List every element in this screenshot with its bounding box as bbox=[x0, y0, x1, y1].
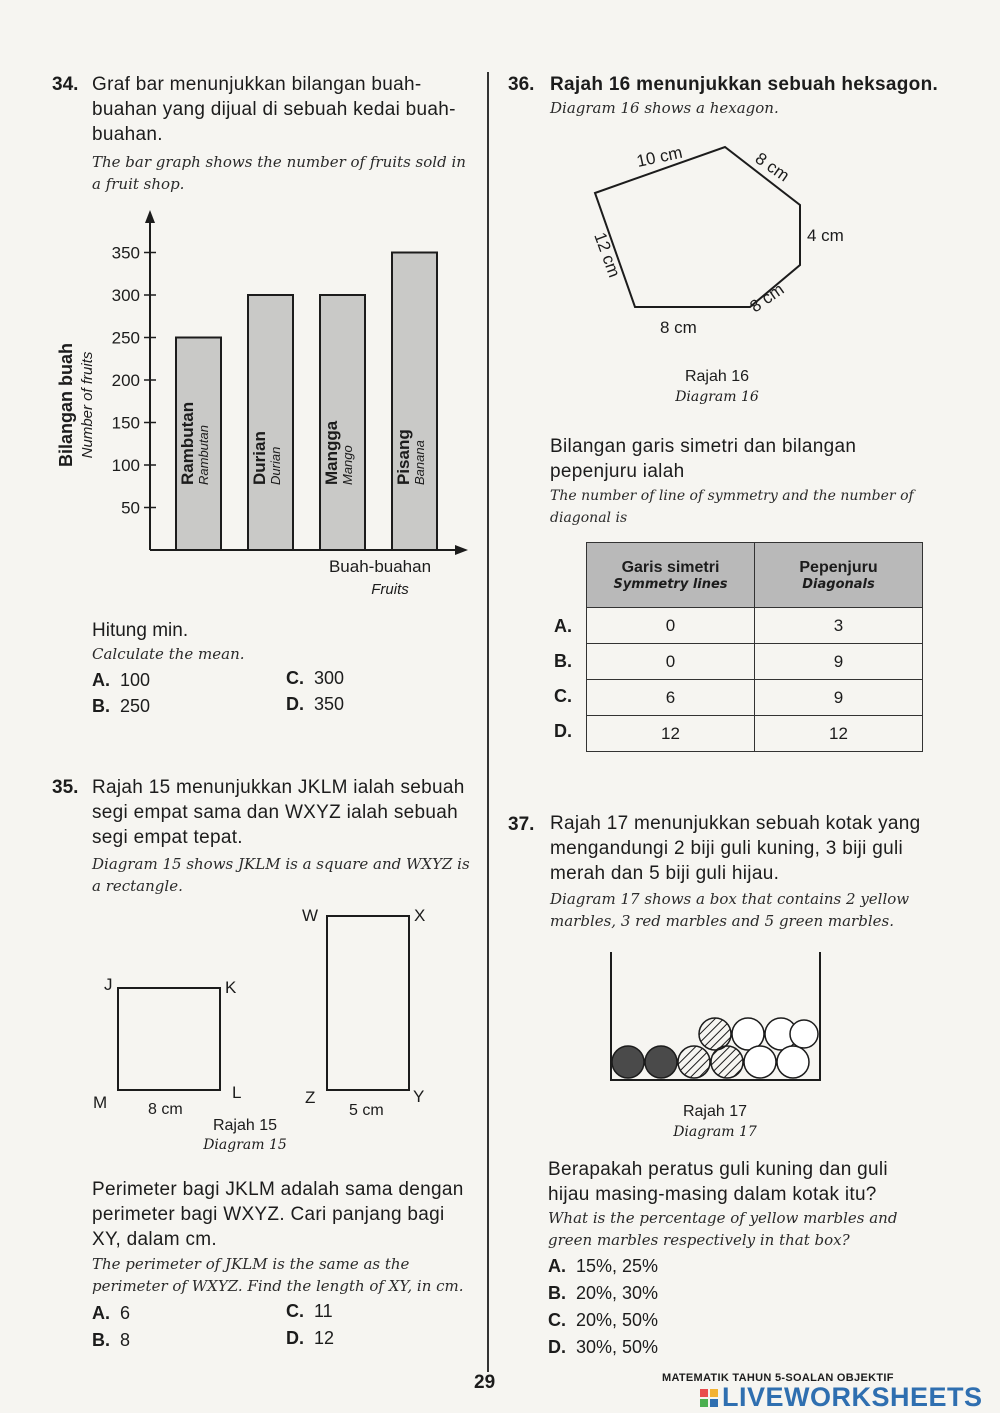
bar-label-en: Banana bbox=[412, 440, 427, 485]
q36-instruction-en: The number of line of symmetry and the number of diagonal is bbox=[550, 488, 914, 526]
q36-option-c[interactable]: 6 9 bbox=[587, 680, 923, 716]
q37-question-ms: Rajah 17 menunjukkan sebuah kotak yang mengandungi 2 biji guli kuning, 3 biji guli merah dan 5 biji guli hijau. bbox=[550, 813, 921, 884]
y-tick-label: 50 bbox=[121, 498, 140, 518]
q35-option-b[interactable]: B. 8 bbox=[92, 1330, 131, 1350]
q34-question-ms: Graf bar menunjukkan bilangan buah-buahan yang dijual di sebuah kedai buah-buahan. bbox=[92, 74, 456, 145]
q36-row-label-c: C. bbox=[554, 686, 572, 706]
y-axis-label-en: Number of fruits bbox=[79, 351, 96, 459]
y-tick-label: 100 bbox=[111, 456, 140, 475]
q35-option-a[interactable]: A. 6 bbox=[92, 1303, 131, 1323]
label-l: L bbox=[232, 1083, 242, 1102]
label-y: Y bbox=[413, 1087, 425, 1106]
page-number: 29 bbox=[474, 1372, 496, 1393]
q36-number: 36. bbox=[508, 74, 535, 95]
column-divider bbox=[487, 72, 489, 1372]
label-k: K bbox=[225, 978, 237, 997]
label-w: W bbox=[302, 906, 319, 925]
q35-option-c[interactable]: C. 11 bbox=[286, 1301, 333, 1321]
label-x: X bbox=[414, 906, 426, 925]
q35-option-d[interactable]: D. 12 bbox=[286, 1328, 335, 1348]
bar-label-en: Rambutan bbox=[196, 425, 211, 485]
hexagon-side-bottom: 8 cm bbox=[660, 318, 697, 337]
diagram-16-hexagon bbox=[560, 135, 870, 345]
label-z: Z bbox=[305, 1088, 316, 1107]
label-m: M bbox=[93, 1093, 108, 1112]
square-side-label: 8 cm bbox=[148, 1101, 183, 1118]
rect-side-label: 5 cm bbox=[349, 1102, 384, 1119]
q37-option-c[interactable]: C. 20%, 50% bbox=[548, 1310, 659, 1330]
diagram-17-caption-ms: Rajah 17 bbox=[682, 1103, 748, 1120]
q34-option-c[interactable]: C. 300 bbox=[286, 668, 345, 688]
green-marble bbox=[732, 1018, 764, 1050]
bar-label-ms: Durian bbox=[250, 431, 269, 485]
red-marble bbox=[678, 1046, 710, 1078]
q34-option-b[interactable]: B. 250 bbox=[92, 696, 151, 716]
table-header-diagonals: Pepenjuru Diagonals bbox=[755, 543, 923, 608]
hexagon-side-right: 4 cm bbox=[807, 226, 844, 245]
hexagon-side-top-right: 8 cm bbox=[751, 148, 793, 186]
label-j: J bbox=[104, 975, 113, 994]
q34-option-a[interactable]: A. 100 bbox=[92, 670, 151, 690]
q36-option-d[interactable]: 12 12 bbox=[587, 716, 923, 752]
hexagon-side-bottom-right: 8 cm bbox=[746, 279, 788, 317]
x-axis-label-ms: Buah-buahan bbox=[328, 557, 432, 576]
q34-question-en: The bar graph shows the number of fruits sold in a fruit shop. bbox=[92, 153, 466, 193]
q36-row-label-b: B. bbox=[554, 651, 572, 671]
bar-label-ms: Pisang bbox=[394, 429, 413, 485]
q36-row-label-d: D. bbox=[554, 721, 572, 741]
green-marble bbox=[777, 1046, 809, 1078]
liveworksheets-logo[interactable] bbox=[700, 1382, 983, 1413]
y-tick-label: 350 bbox=[111, 243, 140, 263]
y-axis-arrow bbox=[145, 210, 155, 223]
bar-label-ms: Rambutan bbox=[178, 401, 197, 485]
liveworksheets-icon bbox=[700, 1389, 718, 1407]
q35-number: 35. bbox=[52, 777, 79, 798]
q36-question-ms: Rajah 16 menunjukkan sebuah heksagon. bbox=[550, 74, 939, 95]
diagram-17-caption-en: Diagram 17 bbox=[673, 1124, 757, 1140]
green-marble bbox=[790, 1020, 818, 1048]
q37-instruction-en: What is the percentage of yellow marbles and green marbles respectively in that box? bbox=[548, 1209, 898, 1249]
bar-durian bbox=[248, 295, 293, 550]
q35-instruction-ms: Perimeter bagi JKLM adalah sama dengan perimeter bagi WXYZ. Cari panjang bagi XY, dalam cm. bbox=[92, 1179, 464, 1250]
red-marble bbox=[699, 1018, 731, 1050]
q35-instruction-en: The perimeter of JKLM is the same as the perimeter of WXYZ. Find the length of XY, in cm. bbox=[92, 1255, 464, 1295]
q37-option-b[interactable]: B. 20%, 30% bbox=[548, 1283, 659, 1303]
green-marble bbox=[744, 1046, 776, 1078]
bar-chart bbox=[50, 205, 480, 605]
hexagon-side-top: 10 cm bbox=[634, 142, 685, 171]
bar-label-ms: Mangga bbox=[322, 420, 341, 485]
hexagon-side-left: 12 cm bbox=[590, 229, 624, 280]
rectangle-wxyz bbox=[327, 916, 409, 1090]
q37-number: 37. bbox=[508, 814, 535, 835]
x-axis-arrow bbox=[455, 545, 468, 555]
q35-question-ms: Rajah 15 menunjukkan JKLM ialah sebuah segi empat sama dan WXYZ ialah sebuah segi empat tepat. bbox=[92, 777, 465, 848]
y-tick-label: 250 bbox=[111, 328, 140, 348]
table-header-symmetry: Garis simetri Symmetry lines bbox=[587, 543, 755, 608]
q37-option-a[interactable]: A. 15%, 25% bbox=[548, 1256, 659, 1276]
q37-option-d[interactable]: D. 30%, 50% bbox=[548, 1337, 659, 1357]
q34-number: 34. bbox=[52, 74, 79, 95]
y-axis-label-ms: Bilangan buah bbox=[56, 342, 76, 468]
diagram-15 bbox=[80, 898, 440, 1128]
y-tick-label: 300 bbox=[111, 286, 140, 305]
q35-question-en: Diagram 15 shows JKLM is a square and WXYZ is a rectangle. bbox=[92, 855, 470, 895]
q36-answer-table bbox=[586, 542, 923, 752]
q36-row-label-a: A. bbox=[554, 616, 572, 636]
y-tick-label: 200 bbox=[111, 371, 140, 390]
q36-instruction-ms: Bilangan garis simetri dan bilangan pepenjuru ialah bbox=[550, 436, 857, 482]
yellow-marble bbox=[645, 1046, 677, 1078]
q37-question-en: Diagram 17 shows a box that contains 2 yellow marbles, 3 red marbles and 5 green marbles. bbox=[550, 890, 910, 930]
q36-question-en: Diagram 16 shows a hexagon. bbox=[550, 99, 779, 117]
book-title: MATEMATIK TAHUN 5-SOALAN OBJEKTIF bbox=[662, 1372, 894, 1384]
bars bbox=[176, 253, 437, 551]
diagram-16-caption-en: Diagram 16 bbox=[675, 389, 759, 405]
bar-label-en: Mango bbox=[340, 445, 355, 485]
q36-option-a[interactable]: 0 3 bbox=[587, 608, 923, 644]
diagram-15-caption-ms: Rajah 15 bbox=[212, 1117, 278, 1134]
q37-instruction-ms: Berapakah peratus guli kuning dan guli hijau masing-masing dalam kotak itu? bbox=[548, 1159, 888, 1205]
q34-instruction-ms: Hitung min. bbox=[92, 620, 189, 641]
square-jklm bbox=[118, 988, 220, 1090]
q34-instruction-en: Calculate the mean. bbox=[92, 645, 245, 663]
yellow-marble bbox=[612, 1046, 644, 1078]
bar-label-en: Durian bbox=[268, 446, 283, 485]
diagram-17-marble-box bbox=[605, 950, 830, 1085]
red-marble bbox=[711, 1046, 743, 1078]
q36-option-b[interactable]: 0 9 bbox=[587, 644, 923, 680]
diagram-15-caption-en: Diagram 15 bbox=[203, 1137, 287, 1153]
q34-option-d[interactable]: D. 350 bbox=[286, 694, 345, 714]
bar-pisang bbox=[392, 253, 437, 551]
y-tick-label: 150 bbox=[111, 413, 140, 433]
diagram-16-caption-ms: Rajah 16 bbox=[684, 368, 750, 385]
liveworksheets-brand: LIVEWORKSHEETS bbox=[722, 1382, 983, 1412]
x-axis-label-en: Fruits bbox=[371, 581, 409, 598]
